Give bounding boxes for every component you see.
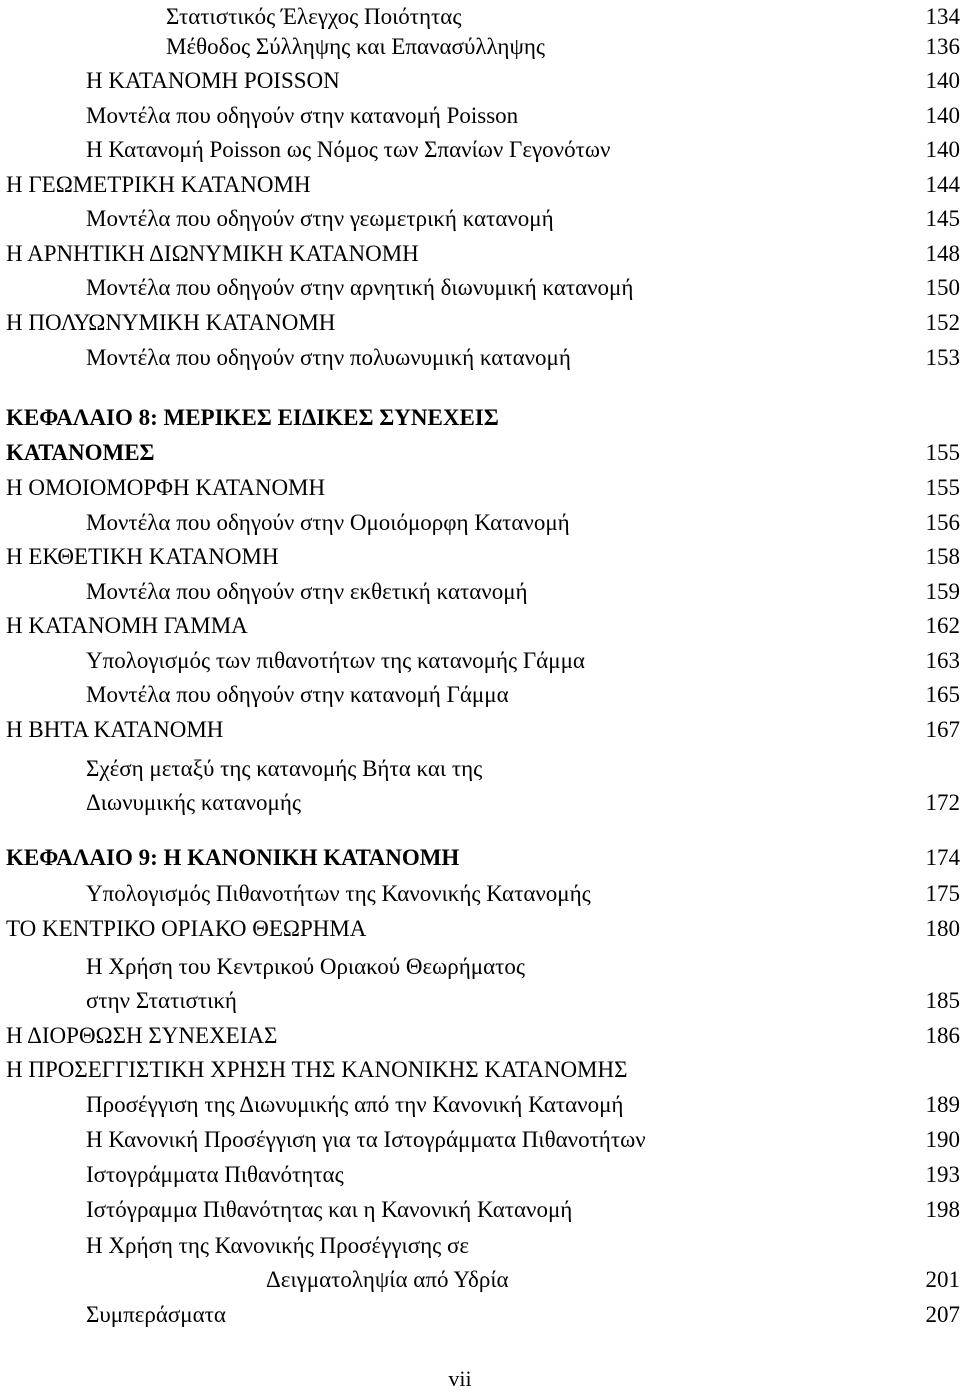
toc-entry xyxy=(0,1298,960,1332)
toc-entry xyxy=(0,912,960,946)
toc-entry-title: Η ΟΜΟΙΟΜΟΡΦΗ ΚΑΤΑΝΟΜΗ xyxy=(6,471,325,505)
toc-entry-title: Μοντέλα που οδηγούν στην Ομοιόμορφη Κατανομή xyxy=(86,506,570,540)
toc-entry-page: 148 xyxy=(926,237,960,271)
toc-entry xyxy=(0,168,960,202)
toc-entry-page: 145 xyxy=(926,202,960,236)
toc-entry xyxy=(0,1053,960,1087)
toc-entry-title: Η ΑΡΝΗΤΙΚΗ ΔΙΩΝΥΜΙΚΗ ΚΑΤΑΝΟΜΗ xyxy=(6,237,419,271)
toc-entry-page: 158 xyxy=(926,540,960,574)
toc-entry-title: Ιστογράμματα Πιθανότητας xyxy=(86,1158,344,1192)
toc-entry xyxy=(0,1263,960,1297)
toc-entry-page: 174 xyxy=(926,841,960,875)
toc-entry-title: Η Χρήση του Κεντρικού Οριακού Θεωρήματος xyxy=(86,950,525,984)
toc-entry-title: Διωνυμικής κατανομής xyxy=(86,786,301,820)
toc-entry-title: ΚΕΦΑΛΑΙΟ 9: Η ΚΑΝΟΝΙΚΗ ΚΑΤΑΝΟΜΗ xyxy=(6,841,459,875)
chapter-heading xyxy=(0,436,960,470)
toc-entry-title: Η ΒΗΤΑ ΚΑΤΑΝΟΜΗ xyxy=(6,713,223,747)
toc-entry xyxy=(0,271,960,305)
toc-entry-page: 144 xyxy=(926,168,960,202)
toc-entry-page: 198 xyxy=(926,1193,960,1227)
toc-entry xyxy=(0,1088,960,1122)
toc-entry-title: Η ΚΑΤΑΝΟΜΗ ΓΑΜΜΑ xyxy=(6,609,248,643)
toc-entry-page: 207 xyxy=(926,1298,960,1332)
toc-entry-page: 140 xyxy=(926,64,960,98)
toc-entry-page: 175 xyxy=(926,877,960,911)
toc-entry-page: 140 xyxy=(926,99,960,133)
toc-entry-title: ΚΕΦΑΛΑΙΟ 8: ΜΕΡΙΚΕΣ ΕΙΔΙΚΕΣ ΣΥΝΕΧΕΙΣ xyxy=(6,401,499,435)
toc-entry xyxy=(0,540,960,574)
toc-entry xyxy=(0,133,960,167)
toc-entry-page: 159 xyxy=(926,575,960,609)
toc-entry-title: Η Κανονική Προσέγγιση για τα Ιστογράμματα Πιθανοτήτων xyxy=(86,1123,646,1157)
toc-entry-page: 153 xyxy=(926,341,960,375)
toc-entry-title: Μοντέλα που οδηγούν στην αρνητική διωνυμική κατανομή xyxy=(86,271,633,305)
toc-entry-title: Ιστόγραμμα Πιθανότητας και η Κανονική Κατανομή xyxy=(86,1193,572,1227)
toc-entry xyxy=(0,99,960,133)
toc-entry-title: Μοντέλα που οδηγούν στην γεωμετρική κατανομή xyxy=(86,202,554,236)
toc-entry-page: 190 xyxy=(926,1123,960,1157)
toc-entry-title: Δειγματοληψία από Υδρία xyxy=(266,1263,509,1297)
toc-entry xyxy=(0,950,960,984)
toc-entry xyxy=(0,64,960,98)
toc-entry-title: Η ΓΕΩΜΕΤΡΙΚΗ ΚΑΤΑΝΟΜΗ xyxy=(6,168,311,202)
toc-entry-title: Προσέγγιση της Διωνυμικής από την Κανονική Κατανομή xyxy=(86,1088,623,1122)
toc-entry xyxy=(0,786,960,820)
toc-entry-page: 167 xyxy=(926,713,960,747)
toc-entry-page: 193 xyxy=(926,1158,960,1192)
toc-entry-page: 180 xyxy=(926,912,960,946)
toc-entry-title: Σχέση μεταξύ της κατανομής Βήτα και της xyxy=(86,752,482,786)
toc-entry-page: 186 xyxy=(926,1019,960,1053)
toc-entry-page: 185 xyxy=(926,984,960,1018)
toc-entry-page: 163 xyxy=(926,644,960,678)
toc-entry-title: Στατιστικός Έλεγχος Ποιότητας xyxy=(166,0,461,34)
toc-entry-page: 155 xyxy=(926,471,960,505)
toc-entry xyxy=(0,575,960,609)
toc-entry-title: Η ΔΙΟΡΘΩΣΗ ΣΥΝΕΧΕΙΑΣ xyxy=(6,1019,277,1053)
chapter-heading xyxy=(0,841,960,875)
toc-entry xyxy=(0,1019,960,1053)
toc-entry-page: 156 xyxy=(926,506,960,540)
chapter-heading xyxy=(0,401,960,435)
toc-entry-title: Η ΚΑΤΑΝΟΜΗ POISSON xyxy=(86,64,340,98)
page-number: vii xyxy=(0,1364,920,1394)
toc-entry-page: 155 xyxy=(926,436,960,470)
toc-entry xyxy=(0,30,960,64)
toc-entry xyxy=(0,752,960,786)
toc-entry xyxy=(0,984,960,1018)
toc-entry xyxy=(0,678,960,712)
toc-entry-title: ΚΑΤΑΝΟΜΕΣ xyxy=(6,436,155,470)
toc-entry-title: Η Κατανομή Poisson ως Νόμος των Σπανίων Γεγονότων xyxy=(86,133,610,167)
toc-entry-title: Η ΕΚΘΕΤΙΚΗ ΚΑΤΑΝΟΜΗ xyxy=(6,540,279,574)
toc-entry-page: 172 xyxy=(926,786,960,820)
toc-entry-page: 201 xyxy=(926,1263,960,1297)
toc-entry-page: 150 xyxy=(926,271,960,305)
toc-entry-title: Μοντέλα που οδηγούν στην κατανομή Poisson xyxy=(86,99,518,133)
toc-entry xyxy=(0,506,960,540)
toc-entry xyxy=(0,237,960,271)
toc-entry xyxy=(0,877,960,911)
toc-entry-page: 136 xyxy=(926,30,960,64)
toc-entry xyxy=(0,713,960,747)
toc-entry xyxy=(0,1229,960,1263)
toc-entry-title: Μέθοδος Σύλληψης και Επανασύλληψης xyxy=(166,30,545,64)
toc-entry xyxy=(0,202,960,236)
toc-entry-page: 140 xyxy=(926,133,960,167)
toc-entry xyxy=(0,1158,960,1192)
toc-entry xyxy=(0,306,960,340)
toc-entry-title: Υπολογισμός Πιθανοτήτων της Κανονικής Κατανομής xyxy=(86,877,591,911)
toc-entry-title: Μοντέλα που οδηγούν στην εκθετική κατανομή xyxy=(86,575,528,609)
toc-entry-title: Υπολογισμός των πιθανοτήτων της κατανομής Γάμμα xyxy=(86,644,585,678)
toc-entry xyxy=(0,1193,960,1227)
toc-entry-page: 165 xyxy=(926,678,960,712)
toc-entry-title: Μοντέλα που οδηγούν στην πολυωνυμική κατανομή xyxy=(86,341,571,375)
toc-entry-title: Η Χρήση της Κανονικής Προσέγγισης σε xyxy=(86,1229,469,1263)
toc-entry-title: στην Στατιστική xyxy=(86,984,237,1018)
toc-entry xyxy=(0,644,960,678)
toc-entry-page: 189 xyxy=(926,1088,960,1122)
toc-entry xyxy=(0,1123,960,1157)
toc-entry-page: 162 xyxy=(926,609,960,643)
toc-entry xyxy=(0,471,960,505)
toc-entry-page: 134 xyxy=(926,0,960,34)
toc-entry xyxy=(0,341,960,375)
toc-entry-page: 152 xyxy=(926,306,960,340)
toc-entry-title: ΤΟ ΚΕΝΤΡΙΚΟ ΟΡΙΑΚΟ ΘΕΩΡΗΜΑ xyxy=(6,912,366,946)
toc-entry-title: Η ΠΟΛΥΩΝΥΜΙΚΗ ΚΑΤΑΝΟΜΗ xyxy=(6,306,335,340)
toc-entry-title: Η ΠΡΟΣΕΓΓΙΣΤΙΚΗ ΧΡΗΣΗ ΤΗΣ ΚΑΝΟΝΙΚΗΣ ΚΑΤΑΝΟΜΗΣ xyxy=(6,1053,628,1087)
toc-entry xyxy=(0,0,960,34)
toc-entry-title: Συμπεράσματα xyxy=(86,1298,226,1332)
toc-entry-title: Μοντέλα που οδηγούν στην κατανομή Γάμμα xyxy=(86,678,509,712)
toc-entry xyxy=(0,609,960,643)
